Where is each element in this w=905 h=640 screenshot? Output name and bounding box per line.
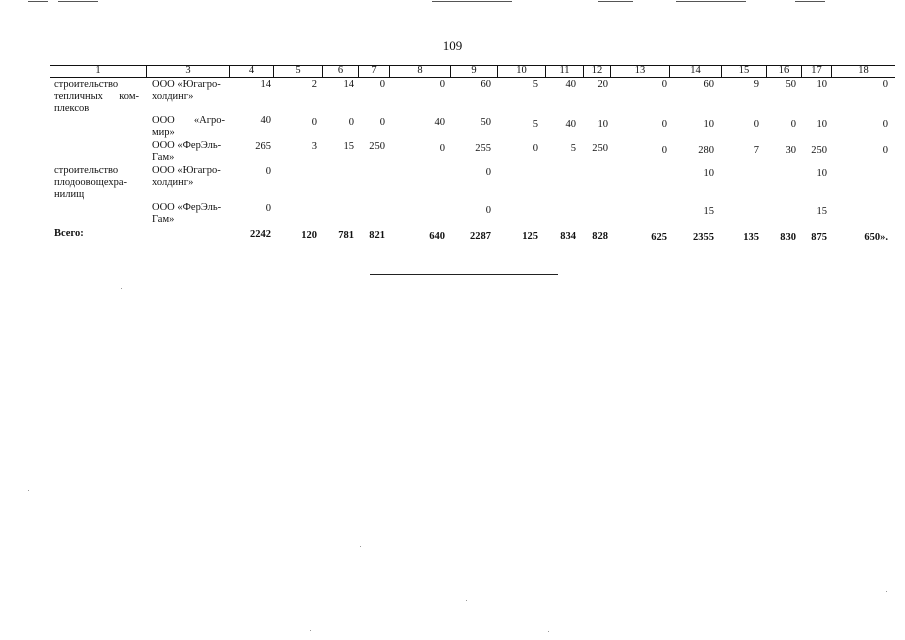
header-cell: 4 (248, 65, 255, 76)
total-cell: 625 (651, 232, 667, 243)
table-cell: 40 (434, 117, 445, 128)
table-cell: 250 (369, 141, 385, 152)
table-cell: 265 (255, 141, 271, 152)
total-cell: 650». (864, 232, 888, 243)
table-cell: 0 (790, 119, 796, 130)
table-cell: 10 (816, 79, 827, 90)
header-cell: 7 (371, 65, 377, 76)
row-company-line: ООО «Югагро- (152, 165, 221, 176)
table-cell: 0 (485, 205, 491, 216)
row-company-line: ООО «ФерЭль- (152, 140, 222, 151)
table-cell: 10 (703, 119, 714, 130)
header-cell: 13 (634, 65, 646, 76)
total-cell: 125 (522, 231, 538, 242)
header-cell: 5 (295, 65, 301, 76)
table-cell: 3 (311, 141, 317, 152)
total-cell: 135 (743, 232, 759, 243)
total-label: Всего: (54, 228, 84, 239)
table-cell: 9 (753, 79, 759, 90)
total-cell: 875 (811, 232, 827, 243)
total-cell: 781 (338, 230, 354, 241)
table-cell: 0 (379, 117, 385, 128)
table-cell: 250 (592, 143, 608, 154)
header-cell: 8 (417, 65, 423, 76)
header-cell: 16 (778, 65, 790, 76)
table-cell: 60 (703, 79, 714, 90)
table-cell: 255 (475, 143, 491, 154)
table-cell: 0 (311, 117, 317, 128)
total-cell: 830 (780, 232, 796, 243)
total-cell: 2242 (250, 229, 271, 240)
table-cell: 10 (597, 119, 608, 130)
table-cell: 50 (785, 79, 796, 90)
header-cell: 10 (516, 65, 527, 76)
table-cell: 0 (753, 119, 759, 130)
table-cell: 30 (785, 145, 796, 156)
total-cell: 834 (560, 231, 576, 242)
row-company-line: ООО «Югагро- (152, 79, 221, 90)
header-cell: 18 (858, 65, 869, 76)
header-cell: 11 (559, 65, 570, 76)
table-cell: 40 (565, 119, 576, 130)
table-cell: 40 (260, 115, 271, 126)
header-cell: 17 (811, 65, 822, 76)
header-cell: 6 (337, 65, 344, 76)
table-cell: 15 (816, 206, 827, 217)
table-cell: 0 (485, 167, 491, 178)
row-company-line: холдинг» (152, 177, 194, 188)
header-cell: 15 (738, 65, 750, 76)
row-category-line: строительство (54, 79, 119, 90)
table-cell: 0 (661, 145, 667, 156)
table-cell: 15 (703, 206, 714, 217)
header-cell: 12 (591, 65, 603, 76)
row-company-line: мир» (152, 127, 175, 138)
table-cell: 50 (480, 117, 491, 128)
row-category-line: плексов (54, 103, 90, 114)
table-cell: 0 (348, 117, 354, 128)
table-cell: 40 (565, 79, 576, 90)
table-cell: 10 (816, 168, 827, 179)
table-cell: 0 (882, 119, 888, 130)
table-cell: 15 (343, 141, 354, 152)
total-cell: 2287 (470, 231, 491, 242)
table-cell: 60 (480, 79, 491, 90)
table-cell: 10 (703, 168, 714, 179)
table-cell: 0 (882, 79, 888, 90)
row-category-line: плодоовощехра- (54, 177, 128, 188)
header-cell: 3 (185, 65, 191, 76)
table-cell: 0 (439, 143, 445, 154)
table-cell: 0 (379, 79, 385, 90)
total-cell: 2355 (693, 232, 714, 243)
row-company-line: ООО «Агро- (152, 115, 225, 126)
row-category-line: тепличных ком- (54, 91, 139, 102)
header-cell: 1 (95, 65, 101, 76)
table-cell: 250 (811, 145, 827, 156)
table-cell: 14 (260, 79, 271, 90)
total-cell: 821 (369, 230, 385, 241)
row-company-line: Гам» (152, 152, 175, 163)
total-cell: 120 (301, 230, 317, 241)
table-cell: 0 (882, 145, 888, 156)
row-category-line: нилищ (54, 189, 85, 200)
row-company-line: Гам» (152, 214, 175, 225)
header-cell: 9 (471, 65, 477, 76)
table-cell: 14 (343, 79, 354, 90)
total-cell: 640 (429, 231, 445, 242)
total-cell: 828 (592, 231, 608, 242)
row-company-line: ООО «ФерЭль- (152, 202, 222, 213)
row-category-line: строительство (54, 165, 119, 176)
table-cell: 0 (265, 203, 271, 214)
row-company-line: холдинг» (152, 91, 194, 102)
table-cell: 7 (753, 145, 759, 156)
table-cell: 0 (661, 119, 667, 130)
table-cell: 0 (661, 79, 667, 90)
table-cell: 0 (532, 143, 538, 154)
table-cell: 280 (698, 145, 714, 156)
table-cell: 2 (311, 79, 317, 90)
header-cell: 14 (690, 65, 701, 76)
end-rule (370, 274, 558, 275)
table-cell: 20 (597, 79, 608, 90)
page-number: 109 (442, 38, 463, 53)
table-cell: 5 (570, 143, 576, 154)
table-cell: 10 (816, 119, 827, 130)
table-cell: 5 (532, 119, 538, 130)
table-cell: 5 (532, 79, 538, 90)
table-cell: 0 (439, 79, 445, 90)
table-cell: 0 (265, 166, 271, 177)
